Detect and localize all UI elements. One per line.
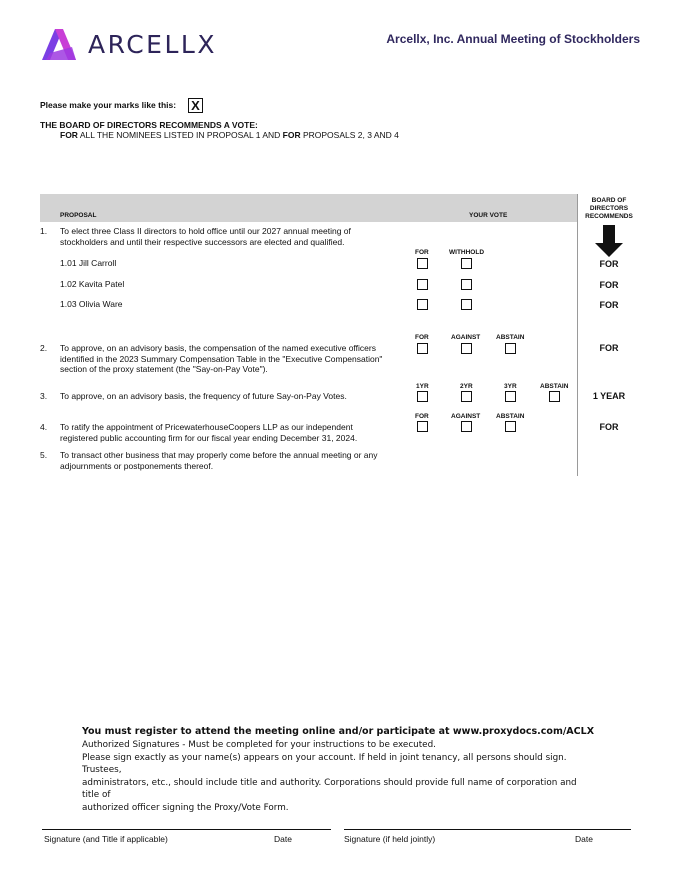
joint-signature-line[interactable] xyxy=(344,829,631,830)
proposal-line: stockholders and until their respective successors are elected and qualified. xyxy=(60,236,345,247)
for-option-label: FOR xyxy=(415,413,429,420)
1yr-option-label: 1YR xyxy=(416,383,429,390)
abstain-option-label: ABSTAIN xyxy=(496,334,525,341)
withhold-option-label: WITHHOLD xyxy=(449,249,485,256)
proposal-2-for-checkbox[interactable] xyxy=(417,343,428,354)
nominee-name: 1.02 Kavita Patel xyxy=(60,279,125,289)
summary-text: ALL THE NOMINEES LISTED IN PROPOSAL 1 AND xyxy=(77,130,283,140)
2yr-option-label: 2YR xyxy=(460,383,473,390)
proposal-number: 5. xyxy=(40,450,48,460)
proposal-number: 4. xyxy=(40,422,48,432)
proposal-number: 1. xyxy=(40,226,48,236)
proposal-line: adjournments or postponements thereof. xyxy=(60,460,214,471)
proposal-2-abstain-checkbox[interactable] xyxy=(505,343,516,354)
3yr-option-label: 3YR xyxy=(504,383,517,390)
proposal-4-for-checkbox[interactable] xyxy=(417,421,428,432)
proposal-2-recommendation: FOR xyxy=(599,343,619,353)
proposal-4-recommendation: FOR xyxy=(599,422,619,432)
proposal-number: 3. xyxy=(40,391,48,401)
arcellx-logo-mark xyxy=(42,27,82,63)
board-recommendation-summary xyxy=(60,130,399,140)
nominee-3-withhold-checkbox[interactable] xyxy=(461,299,472,310)
nominee-3-recommendation: FOR xyxy=(599,300,619,310)
against-option-label: AGAINST xyxy=(451,413,481,420)
proposal-line: registered public accounting firm for our fiscal year ending December 31, 2024. xyxy=(60,432,358,443)
authorization-line: Authorized Signatures - Must be completed for your instructions to be executed. xyxy=(82,740,436,750)
nominee-2-withhold-checkbox[interactable] xyxy=(461,279,472,290)
board-header-line: BOARD OF xyxy=(591,197,627,204)
nominee-2-recommendation: FOR xyxy=(599,280,619,290)
proposal-2-against-checkbox[interactable] xyxy=(461,343,472,354)
authorization-line: Please sign exactly as your name(s) appears on your account. If held in joint tenancy, all persons should sign. Trustees, xyxy=(82,752,567,776)
proposal-number: 2. xyxy=(40,343,48,353)
nominee-1-withhold-checkbox[interactable] xyxy=(461,258,472,269)
nominee-name: 1.01 Jill Carroll xyxy=(60,258,117,268)
proposal-3-abstain-checkbox[interactable] xyxy=(549,391,560,402)
nominee-1-recommendation: FOR xyxy=(599,259,619,269)
abstain-option-label: ABSTAIN xyxy=(496,413,525,420)
proposal-4-text xyxy=(60,422,357,443)
proposal-line: To transact other business that may properly come before the annual meeting or any xyxy=(60,450,378,460)
proposal-4-abstain-checkbox[interactable] xyxy=(505,421,516,432)
authorization-text xyxy=(82,739,592,815)
for-emphasis: FOR xyxy=(60,130,78,140)
board-header-line: RECOMMENDS xyxy=(585,213,633,220)
proposal-5-text xyxy=(60,450,378,471)
proposal-3-1yr-checkbox[interactable] xyxy=(417,391,428,402)
joint-signature-date-label: Date xyxy=(575,834,593,844)
summary-text: PROPOSALS 2, 3 AND 4 xyxy=(300,130,399,140)
joint-signature-label: Signature (if held jointly) xyxy=(344,834,436,844)
signature-line[interactable] xyxy=(42,829,331,830)
authorization-line: administrators, etc., should include title and authority. Corporations should provide full name of corporation and title of xyxy=(82,777,577,801)
down-arrow-icon xyxy=(595,225,623,257)
abstain-option-label: ABSTAIN xyxy=(540,383,569,390)
signature-date-label: Date xyxy=(274,834,292,844)
your-vote-column-header: YOUR VOTE xyxy=(469,212,508,219)
signature-label: Signature (and Title if applicable) xyxy=(44,834,168,844)
against-option-label: AGAINST xyxy=(451,334,481,341)
board-recommendation-heading: THE BOARD OF DIRECTORS RECOMMENDS A VOTE: xyxy=(40,120,258,130)
logo-wordmark: ARCELLX xyxy=(88,30,217,59)
nominee-1-for-checkbox[interactable] xyxy=(417,258,428,269)
marks-instruction: Please make your marks like this: xyxy=(40,100,177,110)
nominee-3-for-checkbox[interactable] xyxy=(417,299,428,310)
proposal-3-text: To approve, on an advisory basis, the frequency of future Say-on-Pay Votes. xyxy=(60,391,347,401)
proposal-column-header: PROPOSAL xyxy=(60,212,97,219)
registration-notice: You must register to attend the meeting online and/or participate at www.proxydocs.com/ACLX xyxy=(82,726,595,737)
proposal-line: To ratify the appointment of PricewaterhouseCoopers LLP as our independent xyxy=(60,422,353,432)
for-option-label: FOR xyxy=(415,249,429,256)
proposal-2-text xyxy=(60,343,382,375)
column-divider xyxy=(577,194,578,476)
proposal-3-3yr-checkbox[interactable] xyxy=(505,391,516,402)
proposal-line: To approve, on an advisory basis, the compensation of the named executive officers xyxy=(60,343,376,353)
sample-mark-box: X xyxy=(188,98,203,113)
meeting-title: Arcellx, Inc. Annual Meeting of Stockholders xyxy=(386,32,640,46)
proposal-3-recommendation: 1 YEAR xyxy=(592,391,626,401)
for-option-label: FOR xyxy=(415,334,429,341)
proposal-3-2yr-checkbox[interactable] xyxy=(461,391,472,402)
proposal-line: identified in the 2023 Summary Compensation Table in the "Executive Compensation" xyxy=(60,353,383,364)
for-emphasis: FOR xyxy=(282,130,301,140)
proposal-4-against-checkbox[interactable] xyxy=(461,421,472,432)
proposal-line: To elect three Class II directors to hold office until our 2027 annual meeting of xyxy=(60,226,351,236)
board-header-line: DIRECTORS xyxy=(589,205,629,212)
nominee-name: 1.03 Olivia Ware xyxy=(60,299,123,309)
board-recommends-column-header xyxy=(581,197,637,221)
nominee-2-for-checkbox[interactable] xyxy=(417,279,428,290)
authorization-line: authorized officer signing the Proxy/Vote Form. xyxy=(82,802,289,813)
proposal-1-text xyxy=(60,226,351,247)
proposal-line: section of the proxy statement (the "Say-on-Pay Vote"). xyxy=(60,364,268,374)
